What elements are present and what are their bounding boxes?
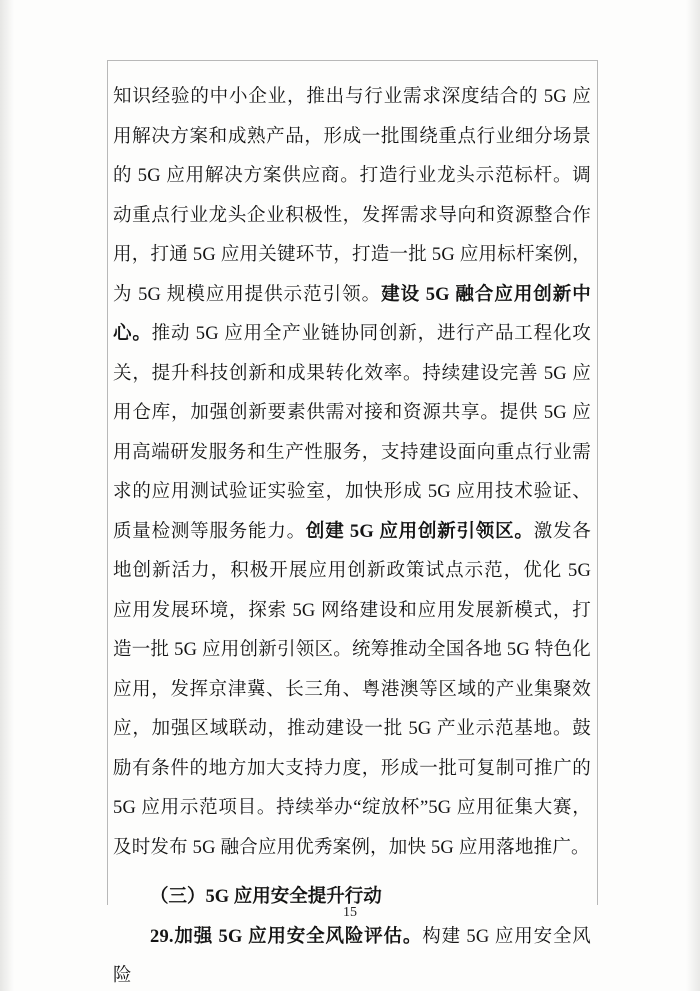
numbered-item-29 [113, 918, 591, 997]
page-content [113, 78, 591, 997]
page-edge-shadow-left [0, 0, 14, 991]
page-number: 15 [343, 905, 357, 920]
page-frame-top [107, 60, 598, 61]
text-run: 建设 5G 融合应用创新中心。 [113, 284, 591, 344]
text-run: 29.加强 5G 应用安全风险评估。 [150, 926, 423, 947]
page-frame-left [107, 60, 108, 905]
paragraph-continued [113, 78, 591, 868]
text-run: 推动 5G 应用全产业链协同创新，进行产品工程化攻关，提升科技创新和成果转化效率。持续建设完善 5G 应用仓库，加强创新要素供需对接和资源共享。提供 5G 应用高端研发服务和生产性服务，支持建设面向重点行业需求的应用测试验证实验室，加快形成 5G 应用技术验证、质量检测等服务能力。 [113, 324, 591, 542]
text-run: 打造行业龙头示范标杆。 [359, 166, 573, 186]
text-run: 构建 5G 应用安全风险 [113, 926, 591, 986]
section-heading: （三）5G 应用安全提升行动 [150, 887, 382, 907]
page-frame-right [597, 60, 598, 905]
text-run: 激发各地创新活力，积极开展应用创新政策试点示范，优化 5G 应用发展环境，探索 5G 网络建设和应用发展新模式，打造一批 5G 应用创新引领区。统筹推动全国各地 5G 特色化应用，发挥京津冀、长三角、粤港澳等区域的产业集聚效应，加强区域联动，推动建设一批 5G 产业示范基地。鼓励有条件的地方加大支持力度，形成一批可复制可推广的 5G 应用示范项目。持续举办“绽放杯”5G 应用征集大赛，及时发布 5G 融合应用优秀案例，加快 5G 应用落地推广。 [113, 521, 591, 858]
page-edge-shadow-right [686, 0, 700, 991]
text-run: 知识经验的中小企业，推出与行业需求深度结合的 5G 应用解决方案和成熟产品，形成一批围绕重点行业细分场景的 5G 应用解决方案供应商。 [113, 87, 591, 186]
text-run: 创建 5G 应用创新引领区。 [305, 521, 534, 542]
text-run: 调动重点行业龙头企业积极性，发挥需求导向和资源整合作用，打通 5G 应用关键环节，打造一批 5G 应用标杆案例，为 5G 规模应用提供示范引领。 [113, 166, 591, 305]
